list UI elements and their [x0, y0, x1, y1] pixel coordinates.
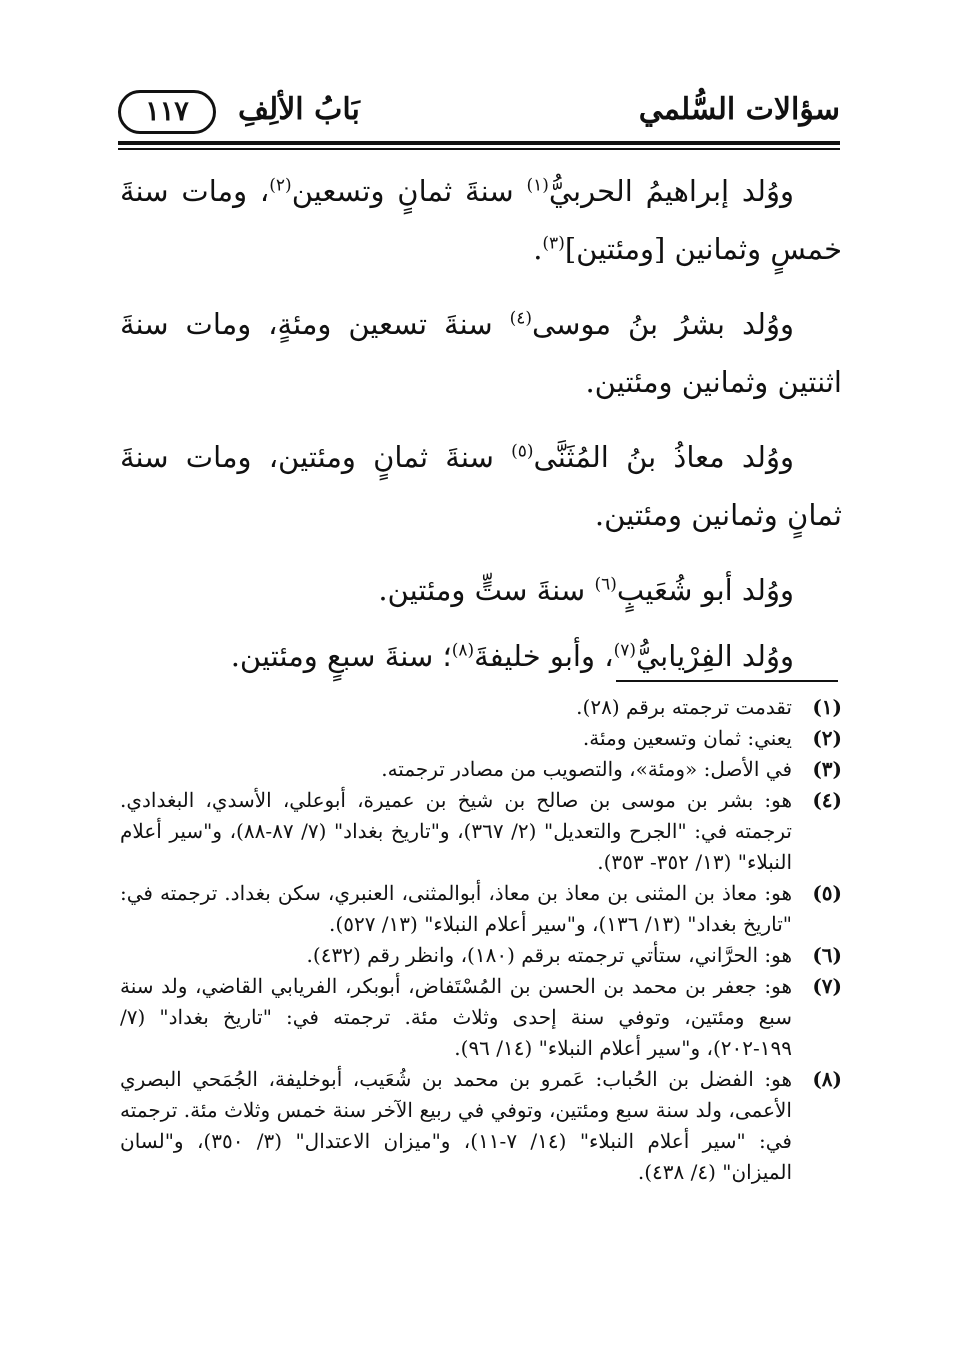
paragraph: [120, 627, 842, 685]
footnote: [120, 785, 842, 878]
para-text: ، ومات سنةَ خمسٍ وثمانين [ومئتين]: [120, 174, 842, 266]
footnote-text: تقدمت ترجمته برقم (٢٨).: [576, 695, 792, 719]
footnote-number: (٥): [812, 881, 842, 905]
para-text: ووُلد أبو شُعَيبٍ: [616, 573, 794, 607]
page-number: ١١٧: [118, 90, 216, 134]
para-text: ووُلد إبراهيمُ الحربيُّ: [548, 174, 794, 208]
footnote: [120, 723, 842, 754]
footnote-number: (٤): [812, 788, 842, 812]
header-rule-thin: [118, 148, 840, 150]
para-text: سنةَ ستٍّ ومئتين.: [378, 573, 595, 607]
header-rule-thick: [118, 141, 840, 145]
footnote: [120, 878, 842, 940]
footnote-text: هو: معاذ بن المثنى بن معاذ بن معاذ، أبوالمثنى، العنبري، سكن بغداد. ترجمته في: "تاريخ بغداد" (١٣/ ١٣٦)، و"سير أعلام النبلاء" (١٣/ ٥٢٧).: [120, 881, 792, 936]
footnote: [120, 1064, 842, 1188]
para-text: سنةَ ثمانٍ وتسعين: [291, 174, 527, 208]
para-text: ووُلد بشرُ بنُ موسى: [532, 307, 795, 341]
footnote: [120, 971, 842, 1064]
footnote-separator: [616, 680, 838, 682]
paragraph: [120, 162, 842, 278]
para-text: .: [533, 232, 543, 266]
para-text: سنةَ ثمانٍ ومئتين، ومات سنةَ ثمانٍ وثمانين ومئتين.: [120, 440, 842, 532]
para-text: ووُلد الفِرْيابيُّ: [636, 639, 794, 673]
paragraph: [120, 561, 842, 619]
footnote-number: (١): [812, 695, 842, 719]
footnote-ref[interactable]: (٨): [451, 640, 475, 661]
footnote: [120, 692, 842, 723]
footnote-ref[interactable]: (٥): [511, 441, 534, 462]
footnote-number: (٧): [812, 974, 842, 998]
footnote-ref[interactable]: (٣): [542, 233, 565, 254]
footnote-number: (٦): [812, 943, 842, 967]
main-text: [120, 162, 842, 693]
footnote-text: هو: الحرَّاني، ستأتي ترجمته برقم (١٨٠)، وانظر رقم (٤٣٢).: [306, 943, 792, 967]
footnote-text: هو: جعفر بن محمد بن الحسن بن المُسْتَفاض، أبوبكر، الفريابي القاضي، ولد سنة سبع ومئتين، وتوفي سنة إحدى وثلاث مئة. ترجمته في: "تاريخ بغداد" (٧/ ١٩٩-٢٠٢)، و"سير أعلام النبلاء" (١٤/ ٩٦).: [120, 974, 793, 1060]
footnote-ref[interactable]: (٤): [509, 308, 533, 329]
footnote-ref[interactable]: (٢): [269, 175, 292, 196]
chapter-title: بَابُ الألِفِ: [238, 92, 360, 127]
footnote-ref[interactable]: (٧): [613, 640, 636, 661]
footnotes: [120, 692, 842, 1188]
footnote: [120, 940, 842, 971]
footnote-text: في الأصل: «ومئة»، والتصويب من مصادر ترجمته.: [381, 757, 792, 781]
para-text: سنةَ تسعين ومئةٍ، ومات سنةَ اثنتين وثمانين ومئتين.: [120, 307, 842, 399]
para-text: ؛ سنةَ سبعٍ ومئتين.: [230, 639, 452, 673]
footnote-ref[interactable]: (١): [526, 175, 549, 196]
para-text: ووُلد معاذُ بنُ المُثَنَّى: [533, 440, 794, 474]
footnote: [120, 754, 842, 785]
paragraph: [120, 428, 842, 544]
book-title: سؤالات السُّلمي: [638, 92, 840, 127]
footnote-text: هو: الفضل بن الحُباب: عَمرو بن محمد بن شُعَيب، أبوخليفة، الجُمَحي البصري الأعمى، ولد سنة سبع ومئتين، وتوفي في ربيع الآخر سنة خمس وثلاث مئة. ترجمته في: "سير أعلام النبلاء" (١٤/ ٧-١١)، و"ميزان الاعتدال" (٣/ ٣٥٠)، و"لسان الميزان" (٤/ ٤٣٨).: [120, 1067, 792, 1184]
footnote-text: هو: بشر بن موسى بن صالح بن شيخ بن عميرة، أبوعلي، الأسدي، البغدادي. ترجمته في: "الجرح والتعديل" (٢/ ٣٦٧)، و"تاريخ بغداد" (٧/ ٨٧-٨٨)، و"سير أعلام النبلاء" (١٣/ ٣٥٢- ٣٥٣).: [120, 788, 792, 874]
footnote-text: يعني: ثمان وتسعين ومئة.: [582, 726, 792, 750]
paragraph: [120, 295, 842, 411]
para-text: ، وأبو خليفةَ: [474, 639, 614, 673]
footnote-number: (٣): [812, 757, 842, 781]
footnote-number: (٢): [812, 726, 842, 750]
footnote-number: (٨): [812, 1067, 842, 1091]
footnote-ref[interactable]: (٦): [594, 574, 617, 595]
page-header: [118, 88, 840, 136]
